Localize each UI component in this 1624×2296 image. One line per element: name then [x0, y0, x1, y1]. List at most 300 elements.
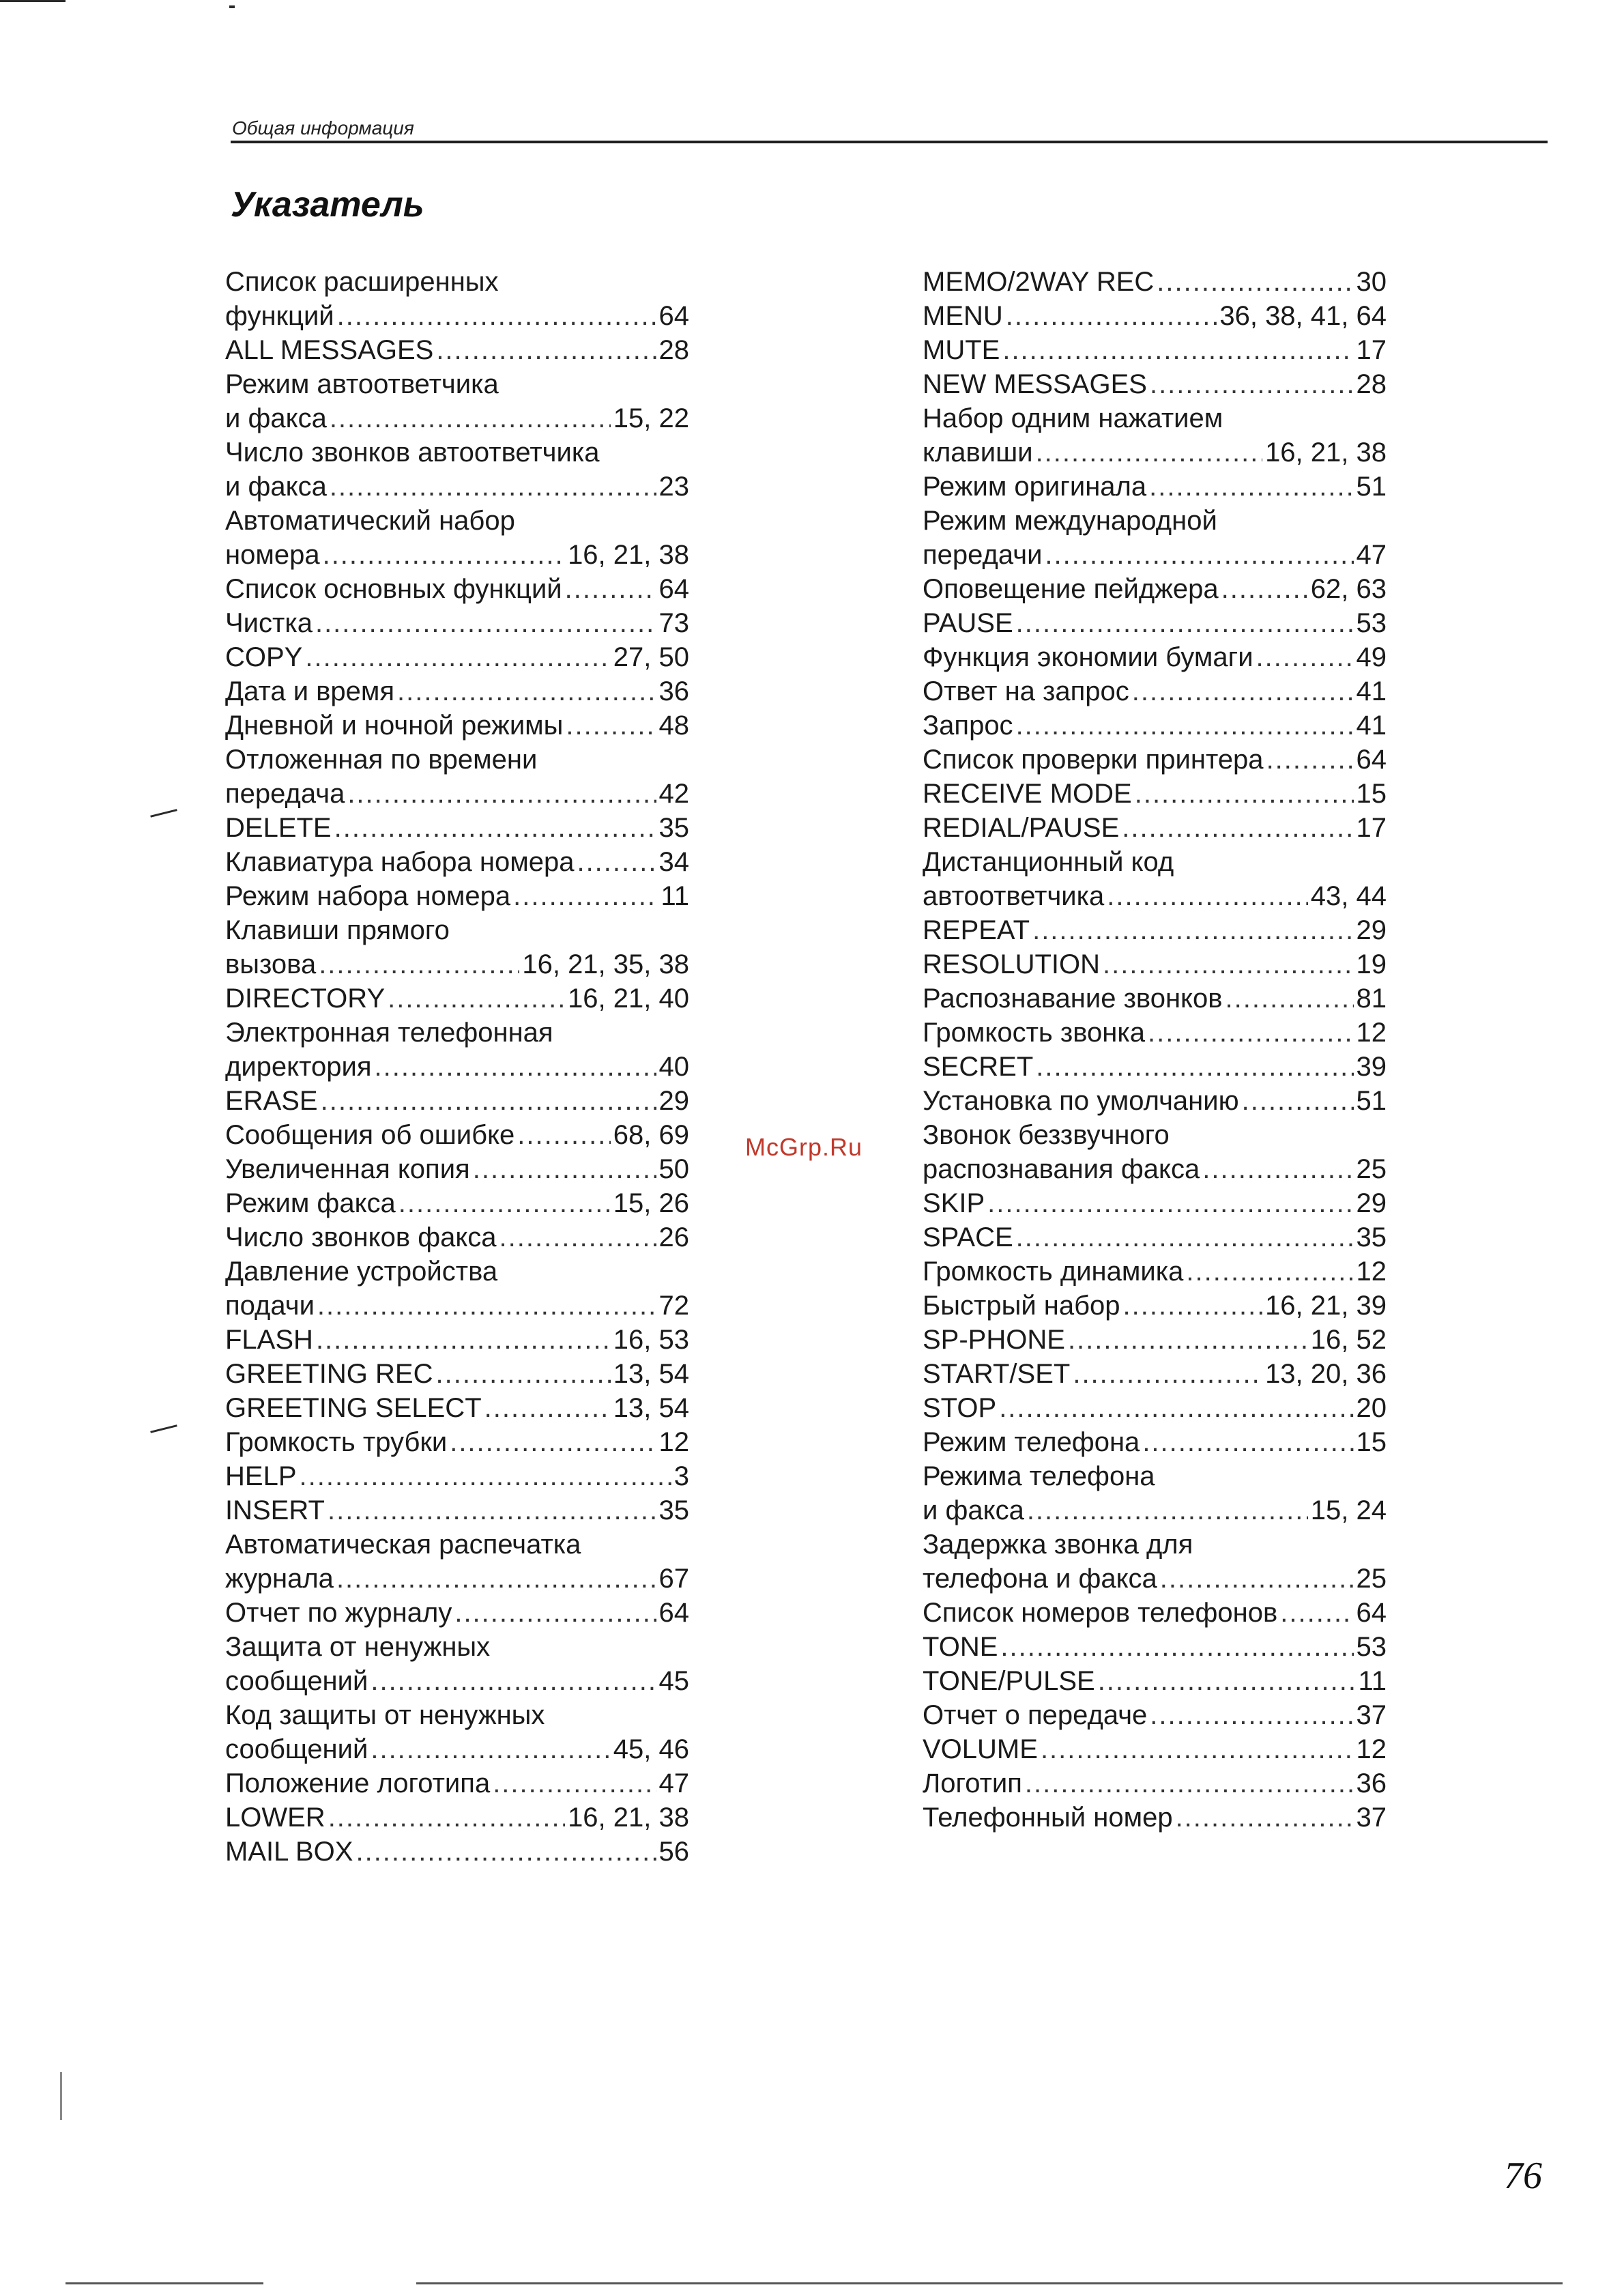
index-entry	[923, 913, 1387, 947]
index-entry	[923, 1357, 1387, 1391]
index-page-refs: 15, 26	[613, 1188, 689, 1218]
index-entry-final-line	[923, 1050, 1387, 1084]
dot-leader	[987, 1186, 1353, 1220]
index-entry	[923, 640, 1387, 674]
index-page-refs: 15	[1356, 1427, 1387, 1457]
index-entry-final-line	[923, 947, 1387, 981]
index-entry	[923, 845, 1387, 913]
index-page-refs: 37	[1356, 1700, 1387, 1730]
index-term: PAUSE	[923, 608, 1013, 638]
index-term: и факса	[923, 1495, 1024, 1525]
index-page-refs: 26	[658, 1222, 689, 1252]
index-entry-final-line	[923, 743, 1387, 777]
dot-leader	[1098, 1664, 1356, 1698]
index-entry	[225, 1220, 689, 1254]
index-entry	[923, 504, 1387, 572]
index-term: VOLUME	[923, 1734, 1038, 1764]
index-term: ALL MESSAGES	[225, 335, 434, 365]
index-entry-final-line	[923, 538, 1387, 572]
index-entry	[225, 1323, 689, 1357]
index-term: Функция экономии бумаги	[923, 642, 1253, 672]
index-entry-final-line	[923, 367, 1387, 401]
index-term: SPACE	[923, 1222, 1013, 1252]
index-entry-line: Режима телефона	[923, 1461, 1155, 1491]
dot-leader	[1226, 981, 1354, 1016]
dot-leader	[1149, 470, 1353, 504]
index-term: SECRET	[923, 1052, 1034, 1082]
dot-leader	[1016, 1220, 1354, 1254]
index-entry	[923, 1050, 1387, 1084]
index-entry	[923, 367, 1387, 401]
index-entry	[923, 572, 1387, 606]
index-entry-final-line	[923, 1391, 1387, 1425]
dot-leader	[323, 538, 565, 572]
index-term: Дата и время	[225, 676, 395, 706]
index-page-refs: 20	[1356, 1393, 1387, 1423]
index-page-refs: 64	[1356, 745, 1387, 775]
index-entry	[225, 640, 689, 674]
index-entry	[225, 1630, 689, 1698]
index-entry	[225, 743, 689, 811]
scan-binding-mark	[60, 2072, 62, 2120]
index-page-refs: 43, 44	[1310, 881, 1387, 911]
index-term: Запрос	[923, 711, 1013, 741]
dot-leader	[1160, 1562, 1354, 1596]
index-entry-final-line	[923, 981, 1387, 1016]
index-page-refs: 3	[673, 1461, 689, 1491]
index-entry	[923, 299, 1387, 333]
index-entry-final-line	[923, 1800, 1387, 1835]
index-page-refs: 41	[1356, 676, 1387, 706]
index-page-refs: 41	[1356, 711, 1387, 741]
index-entry	[923, 981, 1387, 1016]
index-entry-final-line	[923, 435, 1387, 470]
dot-leader	[336, 1562, 656, 1596]
dot-leader	[493, 1766, 656, 1800]
index-entry-final-line	[225, 1732, 689, 1766]
index-entry-final-line	[225, 981, 689, 1016]
index-page-refs: 35	[1356, 1222, 1387, 1252]
index-term: Ответ на запрос	[923, 676, 1129, 706]
index-term: Список проверки принтера	[923, 745, 1264, 775]
index-page-refs: 12	[1356, 1257, 1387, 1287]
index-entry	[923, 1289, 1387, 1323]
index-entry-final-line	[225, 299, 689, 333]
index-term: MAIL BOX	[225, 1837, 353, 1867]
index-entry	[923, 333, 1387, 367]
index-page-refs: 17	[1356, 813, 1387, 843]
index-term: RECEIVE MODE	[923, 779, 1132, 809]
index-entry	[923, 1016, 1387, 1050]
index-entry-final-line	[225, 1118, 689, 1152]
index-entry-line: Задержка звонка для	[923, 1530, 1193, 1560]
index-entry-final-line	[225, 674, 689, 708]
index-entry-line: Защита от ненужных	[225, 1632, 491, 1662]
dot-leader	[328, 1800, 565, 1835]
dot-leader	[1041, 1732, 1354, 1766]
index-term: телефона и факса	[923, 1564, 1157, 1594]
index-entry-line: Электронная телефонная	[225, 1018, 553, 1048]
index-entry	[225, 333, 689, 367]
scan-margin-mark	[150, 1424, 177, 1433]
index-page-refs: 13, 54	[613, 1393, 689, 1423]
index-term: передачи	[923, 540, 1043, 570]
dot-leader	[1256, 640, 1354, 674]
index-term: Режим факса	[225, 1188, 396, 1218]
index-term: Распознавание звонков	[923, 984, 1223, 1014]
index-entry	[923, 1732, 1387, 1766]
index-page-refs: 15, 24	[1310, 1495, 1387, 1525]
index-term: Список основных функций	[225, 574, 562, 604]
index-entry	[923, 1186, 1387, 1220]
index-page-refs: 12	[1356, 1734, 1387, 1764]
index-term: GREETING SELECT	[225, 1393, 482, 1423]
dot-leader	[499, 1220, 656, 1254]
dot-leader	[330, 401, 611, 435]
index-entry	[923, 1527, 1387, 1596]
index-entry	[225, 1527, 689, 1596]
scan-corner-dot	[229, 5, 235, 8]
index-entry-final-line	[225, 1562, 689, 1596]
index-term: Дневной и ночной режимы	[225, 711, 564, 741]
index-term: FLASH	[225, 1325, 313, 1355]
index-page-refs: 17	[1356, 335, 1387, 365]
index-entry	[923, 1596, 1387, 1630]
scan-corner-line	[0, 0, 66, 2]
index-page-refs: 16, 21, 38	[1265, 437, 1387, 468]
index-entry-final-line	[923, 1220, 1387, 1254]
dot-leader	[371, 1732, 610, 1766]
index-entry-line: Список расширенных	[225, 267, 499, 297]
dot-leader	[397, 674, 656, 708]
index-entry	[225, 504, 689, 572]
index-page-refs: 64	[658, 1598, 689, 1628]
index-term: и факса	[225, 403, 327, 433]
index-term: REPEAT	[923, 915, 1030, 945]
index-entry	[923, 1254, 1387, 1289]
index-entry	[923, 1220, 1387, 1254]
index-term: MEMO/2WAY REC	[923, 267, 1155, 297]
section-header: Общая информация	[232, 117, 414, 139]
index-entry-final-line	[923, 1596, 1387, 1630]
index-page-refs: 15, 22	[613, 403, 689, 433]
index-entry	[923, 606, 1387, 640]
index-entry	[923, 1698, 1387, 1732]
index-term: DIRECTORY	[225, 984, 386, 1014]
index-entry	[923, 674, 1387, 708]
index-entry-final-line	[923, 470, 1387, 504]
index-page-refs: 16, 21, 38	[568, 1803, 689, 1833]
index-entry	[923, 708, 1387, 743]
index-entry-final-line	[923, 1323, 1387, 1357]
index-entry	[923, 1118, 1387, 1186]
index-entry	[923, 777, 1387, 811]
index-term: Отчет по журналу	[225, 1598, 452, 1628]
index-entry-line: Автоматическая распечатка	[225, 1530, 581, 1560]
index-entry-final-line	[225, 1323, 689, 1357]
index-entry	[225, 913, 689, 981]
index-term: Громкость динамика	[923, 1257, 1184, 1287]
index-page-refs: 39	[1356, 1052, 1387, 1082]
index-entry	[225, 265, 689, 333]
index-page-refs: 16, 53	[613, 1325, 689, 1355]
index-page-refs: 49	[1356, 642, 1387, 672]
index-entry	[225, 1186, 689, 1220]
index-entry-line: Код защиты от ненужных	[225, 1700, 545, 1730]
index-term: Логотип	[923, 1768, 1022, 1798]
index-entry-final-line	[923, 1016, 1387, 1050]
dot-leader	[330, 470, 656, 504]
index-entry-line: Режим автоответчика	[225, 369, 499, 399]
index-entry	[923, 811, 1387, 845]
index-term: Клавиатура набора номера	[225, 847, 575, 877]
dot-leader	[321, 1084, 656, 1118]
index-term: номера	[225, 540, 320, 570]
index-entry-final-line	[225, 572, 689, 606]
dot-leader	[1221, 572, 1308, 606]
page-title: Указатель	[231, 185, 424, 225]
index-entry	[225, 981, 689, 1016]
dot-leader	[1103, 947, 1353, 981]
index-term: распознавания факса	[923, 1154, 1200, 1184]
dot-leader	[1107, 879, 1308, 913]
index-entry-final-line	[923, 1766, 1387, 1800]
index-entry	[225, 367, 689, 435]
index-entry-final-line	[225, 470, 689, 504]
index-entry	[225, 1152, 689, 1186]
index-term: Громкость звонка	[923, 1018, 1145, 1048]
index-term: Режим телефона	[923, 1427, 1140, 1457]
index-term: STOP	[923, 1393, 997, 1423]
dot-leader	[436, 333, 656, 367]
index-entry-final-line	[225, 401, 689, 435]
index-page-refs: 64	[658, 301, 689, 331]
index-page-refs: 16, 21, 35, 38	[522, 949, 689, 979]
index-term: REDIAL/PAUSE	[923, 813, 1120, 843]
page-number: 76	[1504, 2155, 1542, 2197]
index-term: ERASE	[225, 1086, 318, 1116]
index-entry	[923, 401, 1387, 470]
index-term: Список номеров телефонов	[923, 1598, 1278, 1628]
index-entry-final-line	[225, 1493, 689, 1527]
dot-leader	[305, 640, 610, 674]
index-entry-final-line	[225, 333, 689, 367]
dot-leader	[1036, 435, 1263, 470]
index-entry-final-line	[225, 1186, 689, 1220]
index-entry	[923, 947, 1387, 981]
index-entry	[923, 1425, 1387, 1459]
index-page-refs: 51	[1356, 1086, 1387, 1116]
index-page-refs: 29	[658, 1086, 689, 1116]
dot-leader	[1006, 299, 1217, 333]
index-entry-final-line	[225, 1459, 689, 1493]
index-entry	[225, 1459, 689, 1493]
dot-leader	[565, 572, 656, 606]
index-entry-final-line	[225, 1766, 689, 1800]
index-page-refs: 29	[1356, 1188, 1387, 1218]
dot-leader	[1123, 1289, 1263, 1323]
index-page-refs: 11	[1358, 1666, 1387, 1696]
index-entry-final-line	[923, 1357, 1387, 1391]
index-entry	[225, 1835, 689, 1869]
index-term: автоответчика	[923, 881, 1105, 911]
index-term: сообщений	[225, 1734, 368, 1764]
index-page-refs: 30	[1356, 267, 1387, 297]
dot-leader	[454, 1596, 656, 1630]
index-entry	[923, 1630, 1387, 1664]
index-page-refs: 12	[658, 1427, 689, 1457]
dot-leader	[513, 879, 658, 913]
index-term: SP-PHONE	[923, 1325, 1065, 1355]
index-entry-final-line	[923, 708, 1387, 743]
index-entry	[923, 1459, 1387, 1527]
index-entry-line: Режим международной	[923, 506, 1217, 536]
index-entry	[225, 1254, 689, 1323]
index-page-refs: 48	[658, 711, 689, 741]
index-term: SKIP	[923, 1188, 985, 1218]
index-page-refs: 62, 63	[1310, 574, 1387, 604]
dot-leader	[1150, 1698, 1353, 1732]
index-entry	[225, 845, 689, 879]
index-entry-final-line	[923, 606, 1387, 640]
index-entry-final-line	[923, 1084, 1387, 1118]
index-entry-final-line	[225, 1391, 689, 1425]
index-entry	[923, 470, 1387, 504]
index-term: Увеличенная копия	[225, 1154, 470, 1184]
index-page-refs: 16, 52	[1310, 1325, 1387, 1355]
index-page-refs: 36	[658, 676, 689, 706]
dot-leader	[356, 1835, 656, 1869]
index-entry-final-line	[225, 1664, 689, 1698]
dot-leader	[1186, 1254, 1353, 1289]
dot-leader	[300, 1459, 671, 1493]
dot-leader	[1073, 1357, 1262, 1391]
index-entry-final-line	[225, 845, 689, 879]
index-entry	[923, 1766, 1387, 1800]
dot-leader	[347, 777, 656, 811]
dot-leader	[1000, 1630, 1353, 1664]
index-page-refs: 29	[1356, 915, 1387, 945]
dot-leader	[435, 1357, 610, 1391]
index-entry-final-line	[923, 1425, 1387, 1459]
index-page-refs: 11	[661, 881, 689, 911]
index-term: TONE	[923, 1632, 998, 1662]
index-page-refs: 28	[1356, 369, 1387, 399]
index-entry-final-line	[225, 1050, 689, 1084]
index-entry	[225, 811, 689, 845]
index-entry	[225, 572, 689, 606]
index-entry-final-line	[923, 1493, 1387, 1527]
index-page-refs: 56	[658, 1837, 689, 1867]
dot-leader	[473, 1152, 656, 1186]
index-entry-final-line	[923, 1664, 1387, 1698]
index-entry-line: Звонок беззвучного	[923, 1120, 1170, 1150]
index-page-refs: 35	[658, 1495, 689, 1525]
index-term: TONE/PULSE	[923, 1666, 1095, 1696]
dot-leader	[1150, 367, 1354, 401]
header-rule	[231, 141, 1548, 143]
index-page-refs: 36	[1356, 1768, 1387, 1798]
index-page-refs: 45, 46	[613, 1734, 689, 1764]
index-entry	[225, 606, 689, 640]
index-entry-final-line	[923, 640, 1387, 674]
index-term: Число звонков факса	[225, 1222, 497, 1252]
index-page-refs: 35	[658, 813, 689, 843]
index-term: Сообщения об ошибке	[225, 1120, 515, 1150]
index-page-refs: 64	[658, 574, 689, 604]
index-page-refs: 50	[658, 1154, 689, 1184]
index-entry-final-line	[225, 879, 689, 913]
index-entry-final-line	[923, 572, 1387, 606]
index-page-refs: 51	[1356, 472, 1387, 502]
index-page-refs: 36, 38, 41, 64	[1219, 301, 1387, 331]
index-entry-final-line	[923, 299, 1387, 333]
index-entry-final-line	[225, 1596, 689, 1630]
index-page-refs: 72	[658, 1291, 689, 1321]
dot-leader	[1122, 811, 1353, 845]
dot-leader	[999, 1391, 1353, 1425]
index-entry	[923, 1084, 1387, 1118]
dot-leader	[315, 606, 656, 640]
dot-leader	[388, 981, 565, 1016]
index-term: START/SET	[923, 1359, 1071, 1389]
index-term: передача	[225, 779, 345, 809]
dot-leader	[1242, 1084, 1354, 1118]
index-page-refs: 28	[658, 335, 689, 365]
index-page-refs: 13, 20, 36	[1265, 1359, 1387, 1389]
dot-leader	[1132, 674, 1354, 708]
dot-leader	[1266, 743, 1354, 777]
index-entry-final-line	[225, 1357, 689, 1391]
index-entry-final-line	[923, 1289, 1387, 1323]
index-term: MENU	[923, 301, 1003, 331]
index-entry-final-line	[225, 640, 689, 674]
index-page-refs: 68, 69	[613, 1120, 689, 1150]
dot-leader	[317, 1289, 656, 1323]
index-page-refs: 13, 54	[613, 1359, 689, 1389]
index-page-refs: 45	[658, 1666, 689, 1696]
index-term: Быстрый набор	[923, 1291, 1120, 1321]
dot-leader	[1202, 1152, 1353, 1186]
index-entry	[923, 1664, 1387, 1698]
dot-leader	[1142, 1425, 1353, 1459]
index-term: Режим оригинала	[923, 472, 1147, 502]
dot-leader	[337, 299, 656, 333]
index-page-refs: 47	[1356, 540, 1387, 570]
dot-leader	[1025, 1766, 1354, 1800]
index-term: журнала	[225, 1564, 334, 1594]
index-entry-final-line	[923, 674, 1387, 708]
index-entry-line: Число звонков автоответчика	[225, 437, 600, 468]
dot-leader	[1280, 1596, 1353, 1630]
index-entry-final-line	[225, 606, 689, 640]
index-page-refs: 53	[1356, 608, 1387, 638]
index-entry-line: Набор одним нажатием	[923, 403, 1223, 433]
index-column-right	[923, 265, 1387, 1835]
dot-leader	[577, 845, 656, 879]
index-entry-line: Дистанционный код	[923, 847, 1174, 877]
index-term: Чистка	[225, 608, 313, 638]
dot-leader	[319, 947, 519, 981]
index-page-refs: 27, 50	[613, 642, 689, 672]
index-entry-final-line	[225, 1084, 689, 1118]
index-term: подачи	[225, 1291, 315, 1321]
index-entry-final-line	[923, 913, 1387, 947]
index-entry-line: Отложенная по времени	[225, 745, 538, 775]
dot-leader	[1148, 1016, 1354, 1050]
dot-leader	[1176, 1800, 1354, 1835]
index-page-refs: 64	[1356, 1598, 1387, 1628]
